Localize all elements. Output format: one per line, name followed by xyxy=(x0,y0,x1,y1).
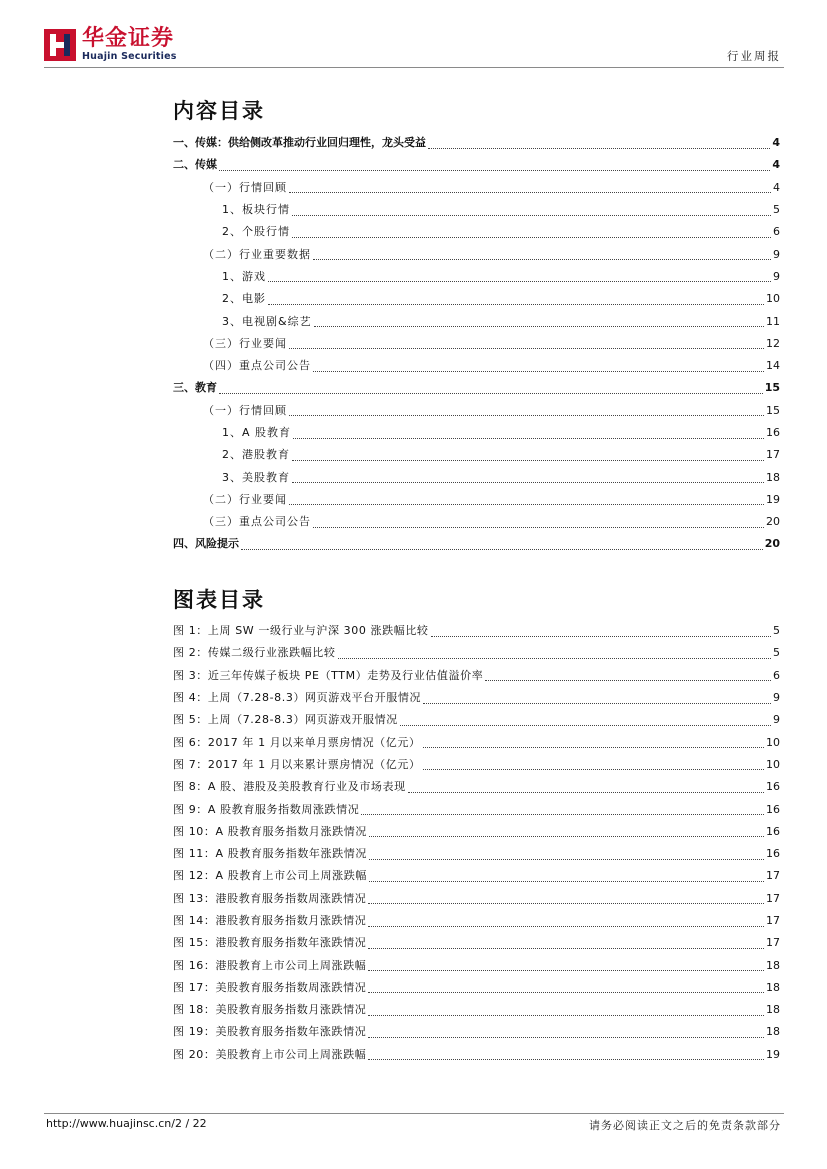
figure-entry-page: 6 xyxy=(773,668,780,682)
figure-entry[interactable] xyxy=(173,687,780,709)
figure-entry[interactable] xyxy=(173,731,780,753)
figure-entry[interactable] xyxy=(173,888,780,910)
dot-leader xyxy=(292,472,764,483)
figure-entry-label: 图 13：港股教育服务指数周涨跌情况 xyxy=(173,891,367,905)
page-indicator: 2 / 22 xyxy=(174,1117,207,1130)
figure-entry[interactable] xyxy=(173,821,780,843)
dot-leader xyxy=(368,1027,764,1038)
toc-entry-page: 20 xyxy=(766,515,780,529)
figure-entry[interactable] xyxy=(173,1044,780,1066)
figure-entry-page: 16 xyxy=(766,824,780,838)
figure-entry[interactable] xyxy=(173,932,780,954)
toc-entry-label: 1、A 股教育 xyxy=(222,426,292,439)
figure-entry-label: 图 9：A 股教育服务指数周涨跌情况 xyxy=(173,802,360,816)
toc-entry[interactable] xyxy=(173,266,780,288)
dot-leader xyxy=(423,737,764,748)
dot-leader xyxy=(313,249,771,260)
figure-entry-page: 19 xyxy=(766,1047,780,1061)
toc-entry-page: 9 xyxy=(773,247,780,261)
toc-entry-label: 四、风险提示 xyxy=(173,537,239,551)
figure-entry-page: 18 xyxy=(766,1003,780,1017)
toc-entry[interactable] xyxy=(173,355,780,377)
dot-leader xyxy=(368,916,764,927)
figure-entry-label: 图 1：上周 SW 一级行业与沪深 300 涨跌幅比较 xyxy=(173,624,429,638)
toc-entry-label: （二）行业要闻 xyxy=(203,492,287,506)
toc-entry-label: 1、游戏 xyxy=(222,269,266,283)
dot-leader xyxy=(292,227,771,238)
dot-leader xyxy=(293,428,764,439)
dot-leader xyxy=(369,871,764,882)
toc-entry-label: 1、板块行情 xyxy=(222,203,290,217)
dot-leader xyxy=(368,893,764,904)
dot-leader xyxy=(292,205,771,216)
figure-entry-page: 9 xyxy=(773,713,780,727)
figure-entry[interactable] xyxy=(173,999,780,1021)
page-header xyxy=(44,26,784,70)
figure-entry-label: 图 10：A 股教育服务指数月涨跌情况 xyxy=(173,824,367,838)
figure-entry[interactable] xyxy=(173,754,780,776)
header-divider xyxy=(44,67,784,68)
figure-entry-page: 18 xyxy=(766,1025,780,1039)
figure-entry-label: 图 5：上周（7.28-8.3）网页游戏开服情况 xyxy=(173,713,398,727)
dot-leader xyxy=(314,316,764,327)
toc-entry[interactable] xyxy=(173,466,780,488)
figure-entry[interactable] xyxy=(173,843,780,865)
dot-leader xyxy=(338,648,772,659)
toc-entry-label: （一）行情回顾 xyxy=(203,403,287,417)
toc-entry-label: 三、教育 xyxy=(173,381,217,395)
dot-leader xyxy=(368,982,764,993)
toc-entry-page: 11 xyxy=(766,314,780,328)
figure-entry-label: 图 2：传媒二级行业涨跌幅比较 xyxy=(173,646,336,660)
toc-entry[interactable] xyxy=(173,444,780,466)
figure-entry[interactable] xyxy=(173,954,780,976)
figure-entry[interactable] xyxy=(173,865,780,887)
dot-leader xyxy=(219,160,770,171)
dot-leader xyxy=(292,450,764,461)
dot-leader xyxy=(289,494,764,505)
figure-entry-page: 5 xyxy=(773,646,780,660)
footer-url-page xyxy=(46,1117,207,1130)
dot-leader xyxy=(268,271,771,282)
dot-leader xyxy=(368,960,764,971)
toc-entry-label: 2、港股教育 xyxy=(222,448,290,462)
figure-entry-page: 16 xyxy=(766,847,780,861)
toc-entry-label: （一）行情回顾 xyxy=(203,180,287,194)
toc-entry[interactable] xyxy=(173,199,780,221)
dot-leader xyxy=(368,938,764,949)
toc-entry[interactable] xyxy=(173,333,780,355)
figure-list xyxy=(173,620,780,1066)
figure-entry-label: 图 14：港股教育服务指数月涨跌情况 xyxy=(173,914,367,927)
toc-entry-page: 15 xyxy=(764,381,780,395)
toc-entry[interactable] xyxy=(173,533,780,555)
toc-entry[interactable] xyxy=(173,489,780,511)
figure-entry[interactable] xyxy=(173,709,780,731)
figure-entry-label: 图 17：美股教育服务指数周涨跌情况 xyxy=(173,980,367,994)
figure-entry-label: 图 19：美股教育服务指数年涨跌情况 xyxy=(173,1025,367,1039)
dot-leader xyxy=(313,517,764,528)
toc-entry[interactable] xyxy=(173,511,780,533)
toc-entry-label: 二、传媒 xyxy=(173,158,217,172)
figure-entry[interactable] xyxy=(173,776,780,798)
dot-leader xyxy=(428,138,770,149)
dot-leader xyxy=(368,1049,764,1060)
footer-url[interactable]: http://www.huajinsc.cn/ xyxy=(46,1117,175,1130)
toc-entry-label: 2、个股行情 xyxy=(222,225,290,239)
huajin-logo-icon xyxy=(44,29,76,61)
toc-entry-page: 18 xyxy=(766,470,780,484)
toc-title: 内容目录 xyxy=(173,99,265,123)
toc-entry-page: 4 xyxy=(773,180,780,194)
table-of-contents xyxy=(173,132,780,556)
toc-entry[interactable] xyxy=(173,400,780,422)
figure-entry-page: 18 xyxy=(766,980,780,994)
toc-entry[interactable] xyxy=(173,310,780,332)
figure-entry-page: 17 xyxy=(766,891,780,905)
figure-entry[interactable] xyxy=(173,1021,780,1043)
toc-entry-label: 2、电影 xyxy=(222,292,266,306)
dot-leader xyxy=(289,338,764,349)
dot-leader xyxy=(289,405,764,416)
toc-entry-page: 5 xyxy=(773,203,780,217)
toc-entry[interactable] xyxy=(173,377,780,399)
toc-entry-label: 一、传媒：供给侧改革推动行业回归理性，龙头受益 xyxy=(173,136,426,150)
dot-leader xyxy=(369,849,764,860)
figure-entry-label: 图 3：近三年传媒子板块 PE（TTM）走势及行业估值溢价率 xyxy=(173,668,484,682)
figure-entry[interactable] xyxy=(173,798,780,820)
toc-entry-label: （二）行业重要数据 xyxy=(203,247,311,261)
figure-entry-page: 10 xyxy=(766,735,780,749)
figure-entry-page: 5 xyxy=(773,624,780,638)
footer-disclaimer: 请务必阅读正文之后的免责条款部分 xyxy=(589,1119,781,1132)
dot-leader xyxy=(423,693,771,704)
toc-entry-label: 3、电视剧&综艺 xyxy=(222,314,312,328)
dot-leader xyxy=(400,715,771,726)
figure-entry-label: 图 7：2017 年 1 月以来累计票房情况（亿元） xyxy=(173,757,421,771)
figure-entry[interactable] xyxy=(173,910,780,932)
toc-entry[interactable] xyxy=(173,288,780,310)
toc-entry-page: 15 xyxy=(766,403,780,417)
toc-entry-label: （三）重点公司公告 xyxy=(203,515,311,529)
figure-entry-label: 图 18：美股教育服务指数月涨跌情况 xyxy=(173,1003,367,1017)
dot-leader xyxy=(219,383,763,394)
figure-entry[interactable] xyxy=(173,665,780,687)
figure-entry[interactable] xyxy=(173,977,780,999)
figure-entry-label: 图 20：美股教育上市公司上周涨跌幅 xyxy=(173,1047,367,1061)
dot-leader xyxy=(368,1005,764,1016)
dot-leader xyxy=(431,626,771,637)
toc-entry[interactable] xyxy=(173,132,780,154)
toc-entry-label: （四）重点公司公告 xyxy=(203,359,311,373)
figure-entry-label: 图 12：A 股教育上市公司上周涨跌幅 xyxy=(173,869,367,883)
toc-entry-label: （三）行业要闻 xyxy=(203,336,287,350)
toc-entry-page: 19 xyxy=(766,492,780,506)
figure-entry[interactable] xyxy=(173,620,780,642)
toc-entry-page: 9 xyxy=(773,269,780,283)
toc-entry-page: 4 xyxy=(772,158,780,172)
toc-entry-page: 20 xyxy=(764,537,780,551)
toc-entry[interactable] xyxy=(173,221,780,243)
figure-entry-label: 图 11：A 股教育服务指数年涨跌情况 xyxy=(173,847,367,861)
toc-entry-page: 17 xyxy=(766,448,780,462)
figure-entry-page: 9 xyxy=(773,691,780,705)
toc-entry-page: 16 xyxy=(766,426,780,439)
figure-entry-page: 17 xyxy=(766,869,780,883)
dot-leader xyxy=(241,539,763,550)
figure-entry-page: 17 xyxy=(766,914,780,927)
figure-entry-label: 图 4：上周（7.28-8.3）网页游戏平台开服情况 xyxy=(173,691,422,705)
company-logo xyxy=(44,26,184,66)
logo-english-name: Huajin Securities xyxy=(82,51,177,62)
toc-entry[interactable] xyxy=(173,177,780,199)
figure-entry-label: 图 15：港股教育服务指数年涨跌情况 xyxy=(173,936,367,950)
figure-entry-page: 10 xyxy=(766,757,780,771)
toc-entry-page: 12 xyxy=(766,336,780,350)
toc-entry-page: 10 xyxy=(766,292,780,306)
figure-entry-label: 图 6：2017 年 1 月以来单月票房情况（亿元） xyxy=(173,735,421,749)
footer-divider xyxy=(44,1113,784,1114)
dot-leader xyxy=(369,826,764,837)
toc-entry-page: 4 xyxy=(772,136,780,150)
toc-entry-label: 3、美股教育 xyxy=(222,470,290,484)
figures-title: 图表目录 xyxy=(173,588,265,612)
figure-entry-label: 图 16：港股教育上市公司上周涨跌幅 xyxy=(173,958,367,972)
dot-leader xyxy=(289,182,771,193)
logo-chinese-name: 华金证券 xyxy=(82,26,175,51)
toc-entry[interactable] xyxy=(173,422,780,444)
toc-entry[interactable] xyxy=(173,243,780,265)
figure-entry-page: 18 xyxy=(766,958,780,972)
dot-leader xyxy=(313,361,764,372)
dot-leader xyxy=(408,782,764,793)
figure-entry-page: 16 xyxy=(766,802,780,816)
report-type-label: 行业周报 xyxy=(727,49,781,63)
figure-entry-label: 图 8：A 股、港股及美股教育行业及市场表现 xyxy=(173,780,406,794)
figure-entry-page: 16 xyxy=(766,780,780,794)
toc-entry[interactable] xyxy=(173,154,780,176)
dot-leader xyxy=(423,759,764,770)
figure-entry[interactable] xyxy=(173,642,780,664)
toc-entry-page: 6 xyxy=(773,225,780,239)
figure-entry-page: 17 xyxy=(766,936,780,950)
toc-entry-page: 14 xyxy=(766,359,780,373)
dot-leader xyxy=(485,670,771,681)
dot-leader xyxy=(361,804,764,815)
dot-leader xyxy=(268,294,764,305)
